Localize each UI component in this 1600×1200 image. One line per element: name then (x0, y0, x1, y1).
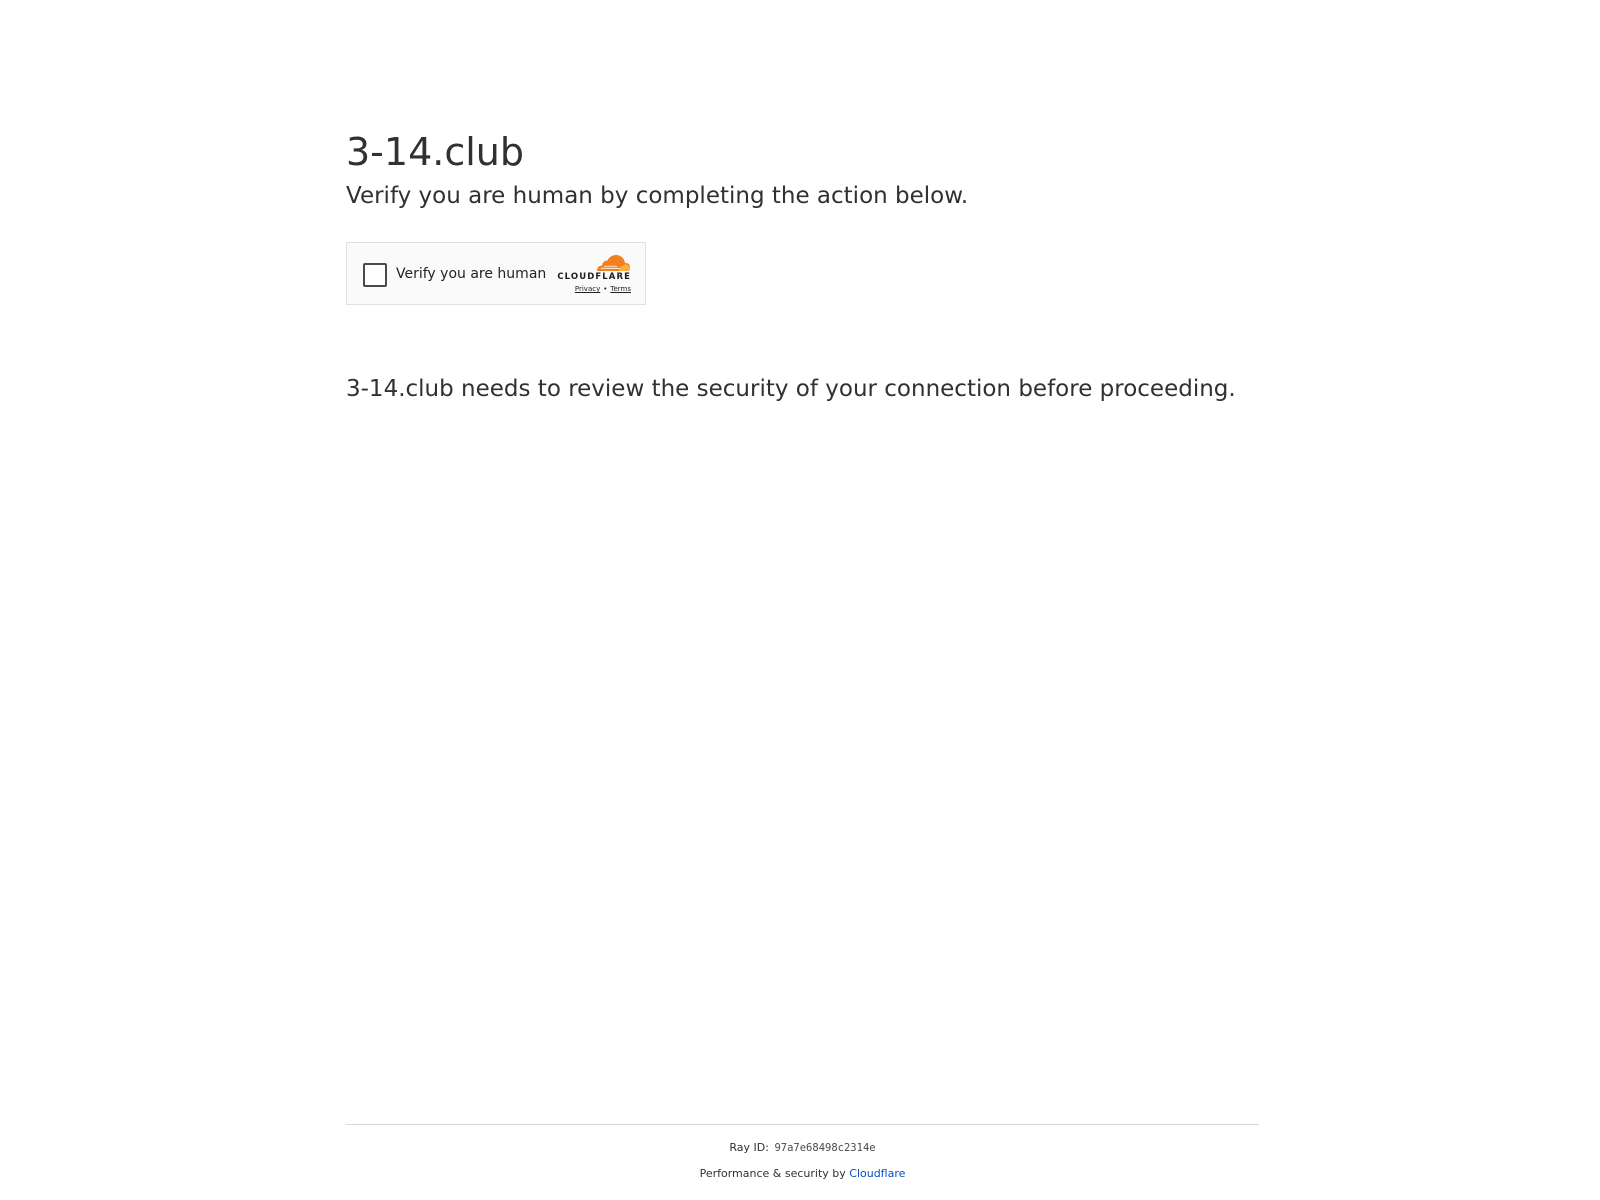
page-footer (346, 1124, 1259, 1181)
page-subtitle: Verify you are human by completing the action below. (346, 183, 969, 209)
verify-checkbox[interactable] (363, 263, 387, 287)
ray-id-value: 97a7e68498c2314e (774, 1142, 876, 1154)
ray-id-label: Ray ID: (729, 1141, 769, 1154)
ray-id-line (346, 1141, 1259, 1155)
widget-links (575, 285, 631, 294)
security-review-message: 3-14.club needs to review the security of your connection before proceeding. (346, 376, 1236, 402)
cloudflare-link[interactable]: Cloudflare (849, 1167, 906, 1180)
link-separator: • (603, 285, 608, 293)
site-title: 3-14.club (346, 130, 524, 174)
cloudflare-branding (551, 253, 631, 295)
cloudflare-cloud-icon (593, 253, 631, 273)
performance-line (346, 1167, 1259, 1181)
verification-widget (346, 242, 646, 305)
terms-link[interactable]: Terms (610, 285, 631, 293)
cloudflare-wordmark: CLOUDFLARE (557, 272, 631, 282)
performance-prefix: Performance & security by (699, 1167, 846, 1180)
verify-checkbox-label[interactable]: Verify you are human (396, 266, 547, 282)
main-content (346, 128, 1264, 405)
privacy-link[interactable]: Privacy (574, 285, 601, 293)
